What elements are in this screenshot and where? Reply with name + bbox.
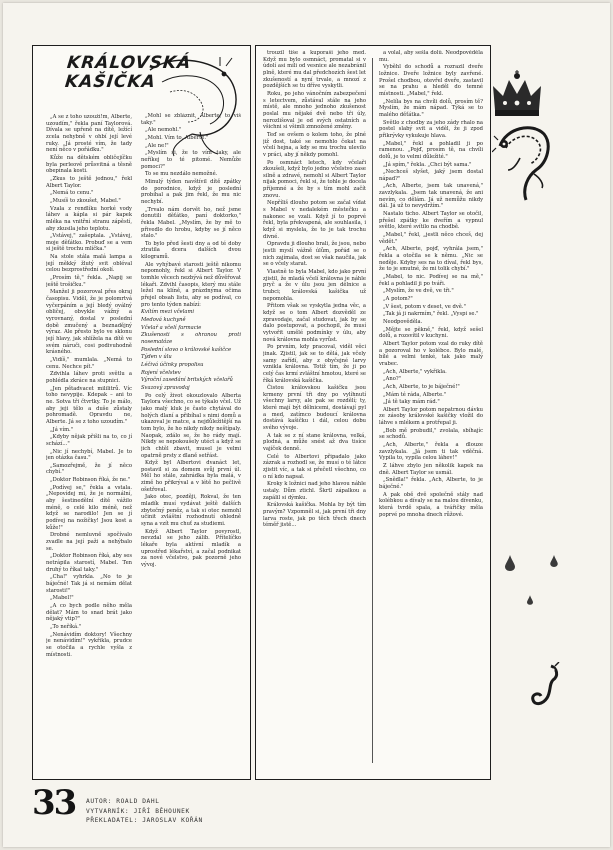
paragraph: Albert Taylor potom nepatrnou dávku ze zásoby královské kašičky vložil do láhve s mlékem a protřepal ji. bbox=[379, 406, 483, 427]
paragraph: „Nic jí nechybí, Mabel. Je to jen otázka času." bbox=[46, 448, 132, 462]
paragraph: A tak se z ní stane královna, velká, plodná, a může snést až dva tisíce vajíček denně. bbox=[263, 432, 366, 453]
contents-item: Léčivá účinky propolisu bbox=[141, 361, 204, 368]
paragraph: „Myslím, že ve dvě, ve tři." bbox=[383, 288, 454, 295]
paragraph: Když Albert Taylor povyrostl, nevzdal se jeho zálib. Přítelíčko lékaře byla aktívní mladík a uprostřed lékařství, a začal podnikat za nové včelstvo, pak pozorně jeho vývoj. bbox=[141, 528, 241, 568]
paragraph: „Mabel!" bbox=[50, 595, 74, 602]
droplet-icon bbox=[550, 555, 558, 567]
paragraph: Opravdu ji dlouho brali, že jsou, nebo jestli myslí vážně úlům, pořád se o nich zajímala, dost se však naučila, jak se o včely starat. bbox=[263, 241, 366, 268]
seahorse-illustration bbox=[529, 662, 561, 708]
paragraph: „To neříká." bbox=[50, 623, 82, 630]
text-column-3 bbox=[263, 50, 366, 773]
paragraph: „Ach, Alberte, to je báječné!" bbox=[383, 383, 460, 390]
credits-block bbox=[86, 797, 203, 826]
paragraph: „Zkus to ještě jednou," řekl Albert Taylor. bbox=[46, 175, 132, 189]
paragraph: „Doktor Robinson říká, aby ses netrápila starostí, Mabel. Ten druhý to říkal taky." bbox=[46, 553, 132, 573]
paragraph: „Mějte se pěkně," řekl, když sešel dolů, a rozsvítil v kuchyni. bbox=[379, 326, 483, 340]
paragraph: Minulý týden navštívil dítě zpátky do porodnice, když je poslední probíhal a pak jim řekl, že mu nic nechybí. bbox=[141, 178, 241, 205]
droplet-icon bbox=[505, 555, 515, 571]
contents-item: Rojení včelstev bbox=[141, 369, 181, 376]
article-title-line: KAŠIČKA bbox=[64, 72, 157, 92]
paragraph: „Já spím," řekla. „Chci být sama." bbox=[383, 161, 472, 168]
paragraph: „Kdyby nějak přišli na to, co jí schází..." bbox=[46, 434, 132, 447]
paragraph: „Nechceš slyšet, jaký jsem dostal nápad?" bbox=[379, 169, 483, 182]
paragraph: „Tak já ji nakrmím," řekl. „Vyspi se." bbox=[383, 311, 479, 318]
paragraph: Po osmnáct letech, kdy včelaři zkoušeli, když bylo jedno včelstvo zase silně a zdravé, nemohl si Albert Taylor nijak pomoci, řekl si, že tohle je docela příjemné a že by s tím mohl začít znovu. bbox=[263, 159, 366, 199]
paragraph: Vzala z rendlíku horké vody láhev a kápla si pár kapek mléka na vnitřní stranu zápěstí, aby zkusila jeho teplotu. bbox=[46, 205, 132, 232]
paragraph: a volal, aby sešla dolů. Neodpověděla mu. bbox=[379, 50, 483, 63]
paragraph: Kroky k ložnici nad jeho hlavou náhle ustaly. Dům ztichl. Škrtl zápalkou a zapálil si dýmku. bbox=[263, 481, 366, 501]
paragraph: Teď se ovšem o kolem toho, že plné již dost, také se nemohlo čekat na včelí hejna, a kdy se mu trochu ulevilo v práci, aby jí někdy pomohl. bbox=[263, 131, 366, 158]
paragraph: „Samozřejmě, že jí něco chybí." bbox=[46, 462, 132, 476]
droplet-icon bbox=[527, 595, 533, 605]
paragraph: „Prosím tě," řekla. „Napij se ještě trošičku." bbox=[46, 275, 132, 288]
contents-item: Včelař a včelí farmacie bbox=[141, 324, 202, 331]
lizard-illustration bbox=[492, 118, 552, 204]
paragraph: Vlastně to byla Mabel, kdo jako první zjistil, že mladá včelí královna je náhle pryč a že v úlu jsou jen dělnice a trubci; královská kašička už nepomohla. bbox=[263, 269, 366, 302]
paragraph: „Mabel," řekl a pohladil ji po ramenou. „Pojď, prosím tě, na chvíli dolů, je to velmi důležité." bbox=[379, 140, 483, 160]
paragraph: „Bob mě probudil," zvolala, sbíhajíc se schodů. bbox=[379, 427, 483, 441]
article-title-line: KRÁLOVSKÁ bbox=[66, 53, 193, 73]
author-credit: AUTOR: ROALD DAHL bbox=[86, 798, 160, 805]
text-column-2 bbox=[141, 113, 241, 773]
paragraph: „Podívej se," řekla a vstala. „Nepovídej mi, že je normální, aby šestinedělní dítě vážilo méně, o celé kilo méně, než když se narodilo! Jen se jí podívej na nožičky! Jsou kost a kůže!" bbox=[46, 484, 132, 531]
contents-item: Týden v úlu bbox=[141, 354, 172, 361]
paragraph: „Vidíš," mumlala. „Nemá to cenu. Nechce pít." bbox=[46, 356, 132, 370]
paragraph: Královská kašička. Mohla by být tím pravým? Vzpomněl si, jak první tři dny larva roste, jak po těch třech dnech téměř jistě... bbox=[263, 502, 366, 529]
paragraph: „Musíš to zkoušet, Mabel." bbox=[50, 197, 121, 204]
paragraph: „Nemá to cenu." bbox=[50, 190, 94, 197]
contents-item: Svazový zpravodaj bbox=[141, 384, 190, 391]
paragraph: Celé to Albertovi připadalo jako zázrak a rozhodl se, že musí o té látce zjistit víc, a tak si přečetl všechno, co o ní kdo napsal. bbox=[263, 453, 366, 480]
paragraph: Manžel ji pozoroval přes okraj časopisu. Viděl, že je polomrtvá vyčerpáním a její bledý oválný obličej, obvykle vážný a vyrovnaný, dostal v poslední době zmučený a beznadějný výraz. Ale přesto bylo ve sklonu její hlavy, jak shlížela na dítě ve svém náruči, cosi podivuhodně krásného. bbox=[46, 289, 132, 356]
crown-icon bbox=[489, 70, 545, 120]
paragraph: „Myslím si, že to vím taky, ale neříkej to té pitomé. Nemůže pomoci?" bbox=[141, 150, 241, 170]
contents-item: Zkušenosti s ohranou proti nosematóze bbox=[141, 332, 241, 345]
paragraph: „Ach, Alberte, jsem tak unavená," zavzlykala. „Jsem tak unavená, že ani nevím, co dělám. Já už nemůžu nikdy dál. Já už to nevydržím." bbox=[379, 183, 483, 210]
paragraph: „V šest, potom v deset, ve dvě." bbox=[383, 303, 466, 310]
paragraph: Roku, po jeho vánočním zabezpečení s letectvem, zůstával stále na jeho místě, ale mnoho jednoho zkušenost poslal mu nějaké dvě nebo tři úly, nerozlišoval je od svých ostatních a všichni si všimli zmnožené změny. bbox=[263, 90, 366, 131]
paragraph: Vyběhl do schodů a rozrazil dveře ložnice. Dveře ložnice byly zavřené. Prošel chodbou, otevřel dveře, zastavil se na prahu a hleděl do temné místnosti. „Mabel," řekl. bbox=[379, 64, 483, 97]
paragraph: Drobné nemluvně spočívalo zvadle na její paži a nehýbalo se. bbox=[46, 532, 132, 552]
paragraph: Když byl Albertovi dvanáct let, postavil si za domem svůj první úl. Měl ho stále, zahrádka byla malá, v zimě ho přikrýval a v létě ho pečlivě ošetřoval. bbox=[141, 460, 241, 493]
paragraph: „Ach, Alberte," vykřikla. bbox=[383, 368, 447, 375]
paragraph: „Vstávej," zašeptala. „Vstávej, moje děťátko. Probuď se a vem si ještě trochu mlíčka." bbox=[46, 233, 132, 253]
column-divider bbox=[372, 58, 373, 763]
paragraph: Čistou královskou kašičku jsou krmeny první tři dny po vylíhnutí všechny larvy, ale pak se rozdělí; ty, které mají být dělnicemi, dostávají pyl a med, zatímco budoucí královna dostává kašičku i dál, celou dobu svého vývoje. bbox=[263, 385, 366, 432]
paragraph: „Mohl se zbláznit, Alberte, to víš taky." bbox=[141, 113, 241, 126]
article-title bbox=[64, 53, 193, 92]
paragraph: Albert Taylor potom vzal do ruky dítě a pozoroval ho v kolébce. Bylo malé, bílé a velmi tenké, tak jako malý vrabec. bbox=[379, 340, 483, 367]
paragraph: „Jen pětadvacet mililitrů. Víc toho nevypije. Kdepak – ani to ne. Sotva tři čtvrtky. To je málo, aby jeji tělo a duše zůstaly pohromadě. Opravdu ne, Alberte. Já se z toho uzoudím." bbox=[46, 385, 132, 425]
paragraph: „Ale ne!" bbox=[145, 142, 169, 149]
paragraph: „Já tě taky mám rád." bbox=[383, 399, 440, 406]
contents-item: Výroční zasedání britských včelařů bbox=[141, 377, 233, 384]
paragraph: Zdvihla láhev proti světlu a pohlédla zkráce na stupnici. bbox=[46, 371, 132, 384]
paragraph: „Mabel, to nic. Podívej se na mě," řekl a pohladil ji po tváři. bbox=[379, 274, 483, 287]
paragraph: „A potom?" bbox=[383, 295, 413, 302]
paragraph: „Nenávidím doktory! Všechny je nenávidím!" vykřikla, prudce se otočila a rychle vyšla z místnosti. bbox=[46, 631, 132, 658]
paragraph: „Snědla!" řekla. „Ach, Alberte, to je báječné." bbox=[379, 477, 483, 491]
text-column-1 bbox=[46, 114, 132, 774]
paragraph: „Já vím." bbox=[50, 426, 74, 433]
paragraph: „Nelíla bys na chvíli dolů, prosím tě? Myslím, že mám nápad. Týká se to malého děťátka." bbox=[379, 98, 483, 118]
paragraph: Po celý život okouzlovalo Alberta Taylora všechno, co se týkalo včel. Už jako malý kluk je často chytával do holých dlaní a přibíhal s nimi domů a ukazoval je matce, a nejdůležitější na tom bylo, že ho nikdy nikdy neštípaly. Naopak, zdálo se, že ho rády mají. Nikdy se nepokoušely utéct a když se jich chtěl zbavit, musel je velmi opatrně prsty z dlaně setřást. bbox=[141, 392, 241, 459]
translator-credit: PŘEKLADATEL: JAROSLAV KOŘÁN bbox=[86, 817, 203, 824]
paragraph: „Ale nemohl." bbox=[145, 127, 182, 134]
paragraph: „Ano?" bbox=[383, 376, 402, 383]
paragraph: Neodpověděla. bbox=[383, 318, 423, 325]
paragraph: „Mohl. Vím to, Alberte." bbox=[145, 134, 209, 141]
paragraph: „Trvalo nám dorvět ho, než jsme donutili děťátko, paní doktorko," řekla Mabel. „Myslím, že by mě to přivedlo do hrobu, kdyby se jí něco stalo." bbox=[141, 206, 241, 240]
paragraph: Ale vyhýbavé starosti ještě nikomu nepomohly, řekl si Albert Taylor. V tomhle věcech nezbývá než důvěřovat lékaři. Zdvihl časopis, který mu stále ležel na klíně, a prázdnýma očima přejel obsah listu, aby se podíval, co pro tento týden nabízí: bbox=[141, 261, 241, 308]
paragraph: „Ach, Alberte, pojď, vyhrála jsem," řekla a otočila se k němu. „Nic se neděje. Kdyby ses na to díval, řekl bys, že to je smutné, že mi tolik chybí." bbox=[379, 246, 483, 273]
paragraph: „Mabel," řekl, „jestli něco chceš, dej vědět." bbox=[379, 232, 483, 245]
paragraph: To se mu nezdálo nemožné. bbox=[145, 171, 218, 178]
paragraph: Kůže na dětském obličejíčku byla perleově průsvitná a těsně obepínala kosti. bbox=[46, 154, 132, 175]
contents-item: Poslední slovo o královské kašičce bbox=[141, 346, 232, 353]
paragraph: „A se z toho uzouží!m, Alberte, uzoudím," řekla paní Taylorová. Dívala se upřeně na dítě, ležící zcela nehybně v ohbí její levé ruky. „Já prosté vím, že tady není něco v pořádku." bbox=[46, 114, 132, 154]
paragraph: Světlo z chodby za jeho zády rhalo na postel slabý svit a viděl, že ji zpod přikrývky vykukuje hlava. bbox=[379, 119, 483, 139]
paragraph: Na stole stála malá lampa a její měkký žlutý svit obléval celou bezprostřední okolí. bbox=[46, 254, 132, 274]
paragraph: Z láhve zbylo jen několik kapek na dně. Albert Taylor se usmál. bbox=[379, 463, 483, 476]
paragraph: Nepříliš dlouho potom se začal vídat s Mabel v nedalekém městečku a nakonec se vzali. Když jí to poprvé řekl, byla překvapená, ale souhlasila, i když si myslela, že to je tak trochu divné. bbox=[263, 200, 366, 240]
paragraph: Nastalo ticho. Albert Taylor se otočil, přešel zpátky ke dveřím a vypnul světlo, které svítilo na chodbě. bbox=[379, 211, 483, 231]
text-column-4 bbox=[379, 50, 483, 773]
paragraph: Po prvním, kdy pracoval, viděl věci jinak. Zjistil, jak se to dělá, jak včely samy zařídí, aby z obyčejné larvy vznikla královna. Totiž tím, že ji po celý čas krmí zvláštní hmotou, které se říká královská kašička. bbox=[263, 344, 366, 384]
paragraph: To bylo před šesti dny a od té doby ztratila dcera dalších dvou kilogramů. bbox=[141, 240, 241, 261]
paragraph: A pak obě dvě společně stály nad kolébkou a dívaly se na malou dívenku, která tvrdě spala, a tvářičky měla poprvé po mnoha dnech růžové. bbox=[379, 491, 483, 518]
paragraph: „Mám té ráda, Alberte." bbox=[383, 391, 447, 398]
illustrator-credit: VYTVARNÍK: JIŘÍ BĚHOUNEK bbox=[86, 807, 190, 815]
paragraph: „Ach, Alberte," řekla a dlouze zavzlykala. „Já jsem ti tak vděčná. Vypila to, vypila celou láhev!" bbox=[379, 442, 483, 462]
paragraph: „A co bych podle něho měla dělat? Mám to snad brát jako nějaký vtip?" bbox=[46, 602, 132, 623]
paragraph: Jako otec, později, Rokval, že ten mladík musí vydávat ještě dalších zbytečný peněz, a tak si otec nemohl učinit zvláštní rozhodnutí ohledně syna a vzít mu chuť za studiemi. bbox=[141, 494, 241, 528]
paragraph: „Doktor Robinson říká, že ne." bbox=[50, 477, 131, 484]
paragraph: trouzil tiše a kuporaši jeho med. Když mu bylo osmnáct, promatal si v údolí asi míli od vesnice ale nezabránil plně, které mu dal předchozích šest let zkušeností a nyní trvale, a mnozí z pozdějších se tu dříve vyskytli. bbox=[263, 50, 366, 90]
contents-item: Kvítím mezi včelami bbox=[141, 309, 195, 316]
contents-item: Medová kuchyně bbox=[141, 317, 186, 324]
paragraph: „Cha!" vyhrkla. „No to je báječné! Tak já si nemám dělat starosti!" bbox=[46, 574, 132, 594]
paragraph: Přitom však se vyskytla jedna věc, a když se o tom Albert dozvěděl ze zpravodaje, začal studovat, jak by se dalo postupovat, a pochopil, že musí vytvořit umělé podmínky v úlu, aby nová královna mohla vyrůst. bbox=[263, 303, 366, 343]
page-number: 33 bbox=[32, 783, 76, 823]
